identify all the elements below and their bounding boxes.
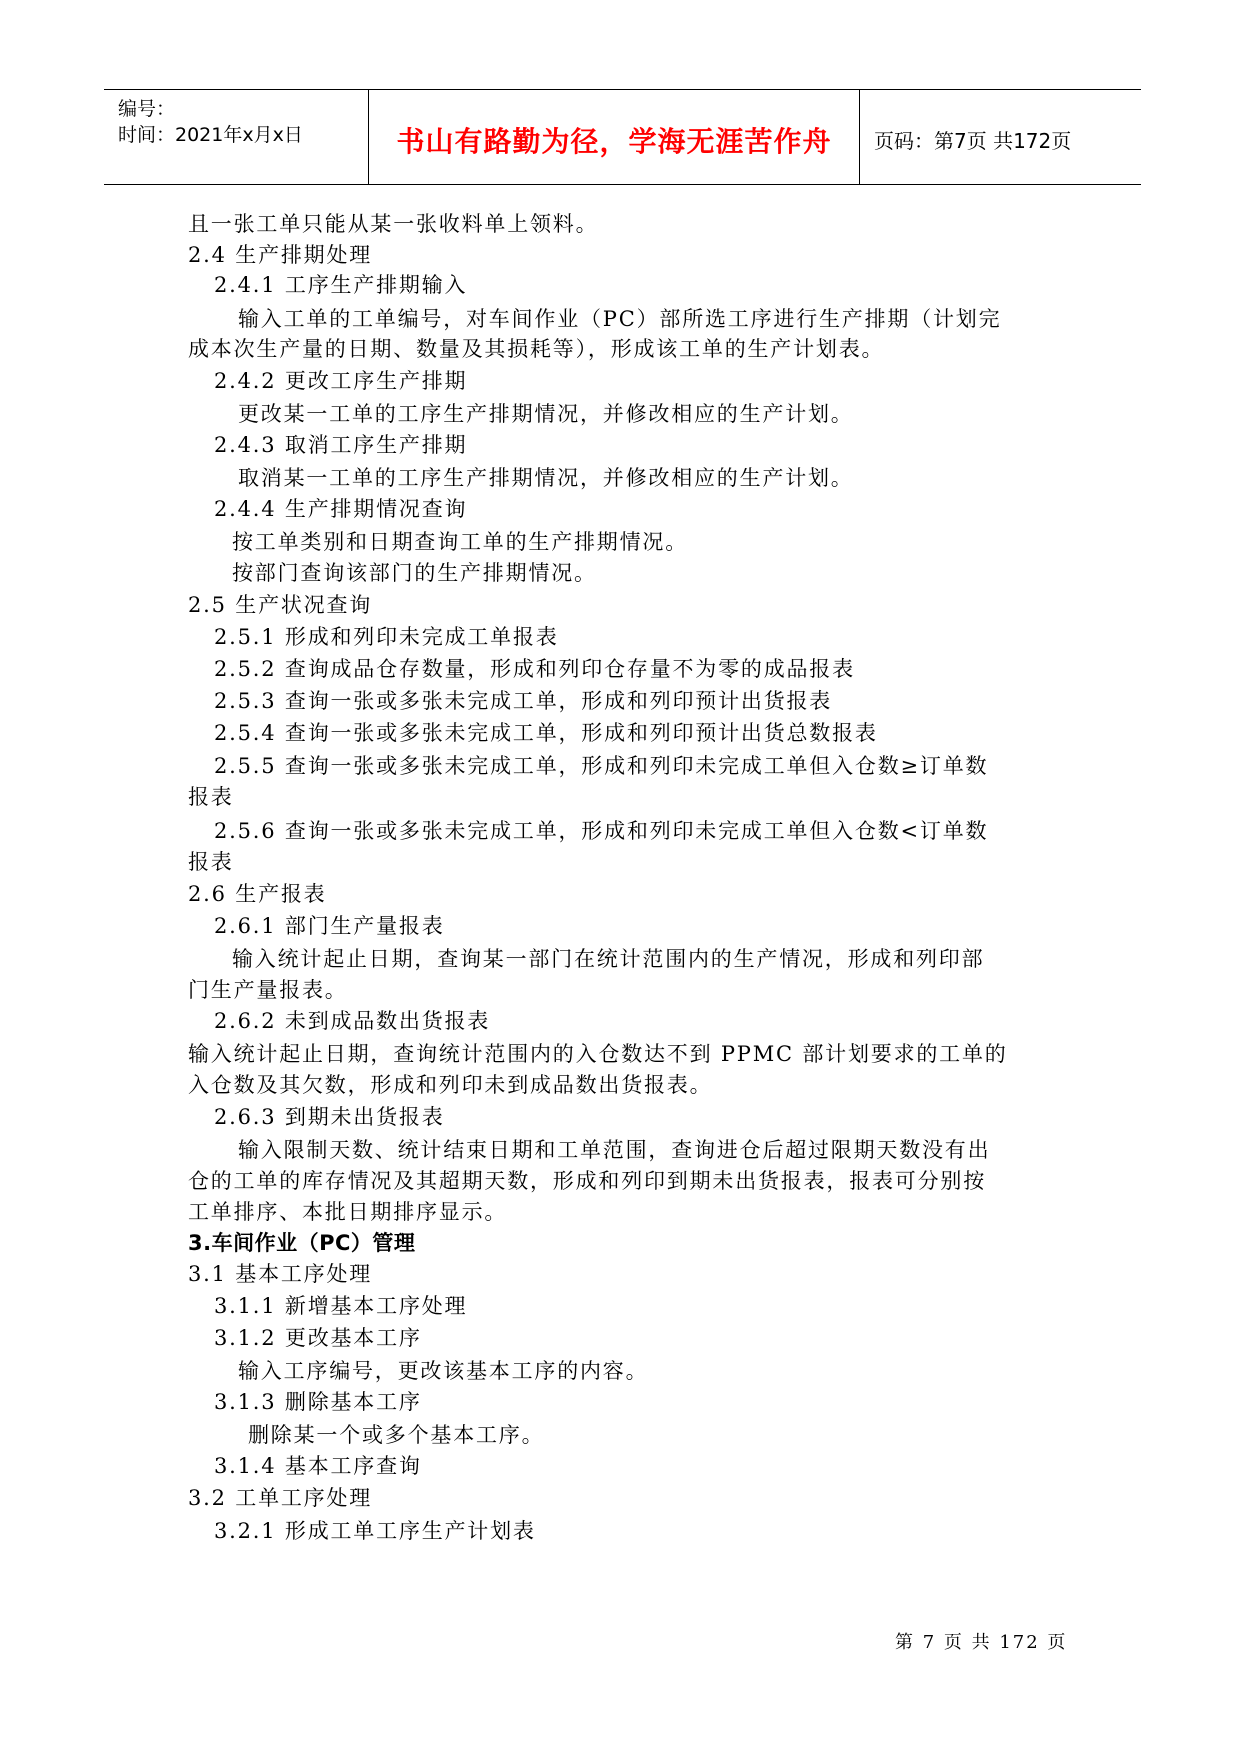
- page-header: [104, 89, 1141, 185]
- subsection-heading: 3.1.2 更改基本工序: [214, 1326, 422, 1350]
- subsection-heading: 2.5.4 查询一张或多张未完成工单，形成和列印预计出货总数报表: [214, 721, 878, 745]
- subsection-heading: 2.4.3 取消工序生产排期: [214, 433, 468, 457]
- body-text-line: 工单排序、本批日期排序显示。: [188, 1200, 508, 1224]
- subsection-heading: 3.1.4 基本工序查询: [214, 1454, 422, 1478]
- body-text-line: 仓的工单的库存情况及其超期天数，形成和列印到期未出货报表，报表可分别按: [188, 1169, 986, 1193]
- section-heading: 2.4 生产排期处理: [188, 243, 373, 267]
- subsection-heading: 3.2.1 形成工单工序生产计划表: [214, 1519, 536, 1543]
- body-text-line: 报表: [188, 850, 234, 874]
- subsection-heading: 2.5.1 形成和列印未完成工单报表: [214, 625, 559, 649]
- header-page-code: 页码：第7页 共172页: [874, 129, 1072, 153]
- section-heading: 3.2 工单工序处理: [188, 1486, 373, 1510]
- subsection-heading: 3.1.1 新增基本工序处理: [214, 1294, 468, 1318]
- body-text-line: 输入统计起止日期，查询统计范围内的入仓数达不到 PPMC 部计划要求的工单的: [188, 1042, 1008, 1066]
- body-text-line: 入仓数及其欠数，形成和列印未到成品数出货报表。: [188, 1073, 713, 1097]
- document-time: 时间：2021年x月x日: [118, 124, 303, 146]
- body-text-line: 按部门查询该部门的生产排期情况。: [232, 561, 597, 585]
- header-right-cell: [860, 90, 1141, 184]
- body-text-line: 成本次生产量的日期、数量及其损耗等），形成该工单的生产计划表。: [188, 337, 885, 361]
- body-text-line: 输入限制天数、统计结束日期和工单范围，查询进仓后超过限期天数没有出: [238, 1138, 991, 1162]
- subsection-heading: 3.1.3 删除基本工序: [214, 1390, 422, 1414]
- body-text-line: 输入工单的工单编号，对车间作业（PC）部所选工序进行生产排期（计划完: [238, 307, 1002, 331]
- header-motto: 书山有路勤为径，学海无涯苦作舟: [396, 125, 832, 158]
- subsection-heading: 2.6.3 到期未出货报表: [214, 1105, 445, 1129]
- header-left-cell: [104, 90, 369, 184]
- body-text-line: 且一张工单只能从某一张收料单上领料。: [188, 212, 599, 236]
- body-text-line: 报表: [188, 785, 234, 809]
- subsection-heading: 2.5.5 查询一张或多张未完成工单，形成和列印未完成工单但入仓数≥订单数: [214, 754, 989, 778]
- section-heading: 2.5 生产状况查询: [188, 593, 373, 617]
- body-text-line: 门生产量报表。: [188, 978, 348, 1002]
- subsection-heading: 2.6.1 部门生产量报表: [214, 914, 445, 938]
- section-heading: 3.1 基本工序处理: [188, 1262, 373, 1286]
- subsection-heading: 2.4.4 生产排期情况查询: [214, 497, 468, 521]
- chapter-heading: 3.车间作业（PC）管理: [188, 1231, 416, 1255]
- body-text-line: 更改某一工单的工序生产排期情况，并修改相应的生产计划。: [238, 402, 854, 426]
- body-text-line: 删除某一个或多个基本工序。: [248, 1423, 545, 1447]
- subsection-heading: 2.4.1 工序生产排期输入: [214, 273, 468, 297]
- header-middle-cell: [369, 90, 860, 184]
- page-footer: 第 7 页 共 172 页: [895, 1632, 1068, 1653]
- body-text-line: 输入统计起止日期，查询某一部门在统计范围内的生产情况，形成和列印部: [232, 947, 985, 971]
- document-number-label: 编号：: [118, 98, 176, 120]
- body-text-line: 按工单类别和日期查询工单的生产排期情况。: [232, 530, 688, 554]
- body-text-line: 取消某一工单的工序生产排期情况，并修改相应的生产计划。: [238, 466, 854, 490]
- subsection-heading: 2.5.6 查询一张或多张未完成工单，形成和列印未完成工单但入仓数<订单数: [214, 819, 989, 843]
- subsection-heading: 2.5.3 查询一张或多张未完成工单，形成和列印预计出货报表: [214, 689, 833, 713]
- subsection-heading: 2.4.2 更改工序生产排期: [214, 369, 468, 393]
- subsection-heading: 2.6.2 未到成品数出货报表: [214, 1009, 491, 1033]
- body-text-line: 输入工序编号，更改该基本工序的内容。: [238, 1359, 649, 1383]
- subsection-heading: 2.5.2 查询成品仓存数量，形成和列印仓存量不为零的成品报表: [214, 657, 855, 681]
- section-heading: 2.6 生产报表: [188, 882, 327, 906]
